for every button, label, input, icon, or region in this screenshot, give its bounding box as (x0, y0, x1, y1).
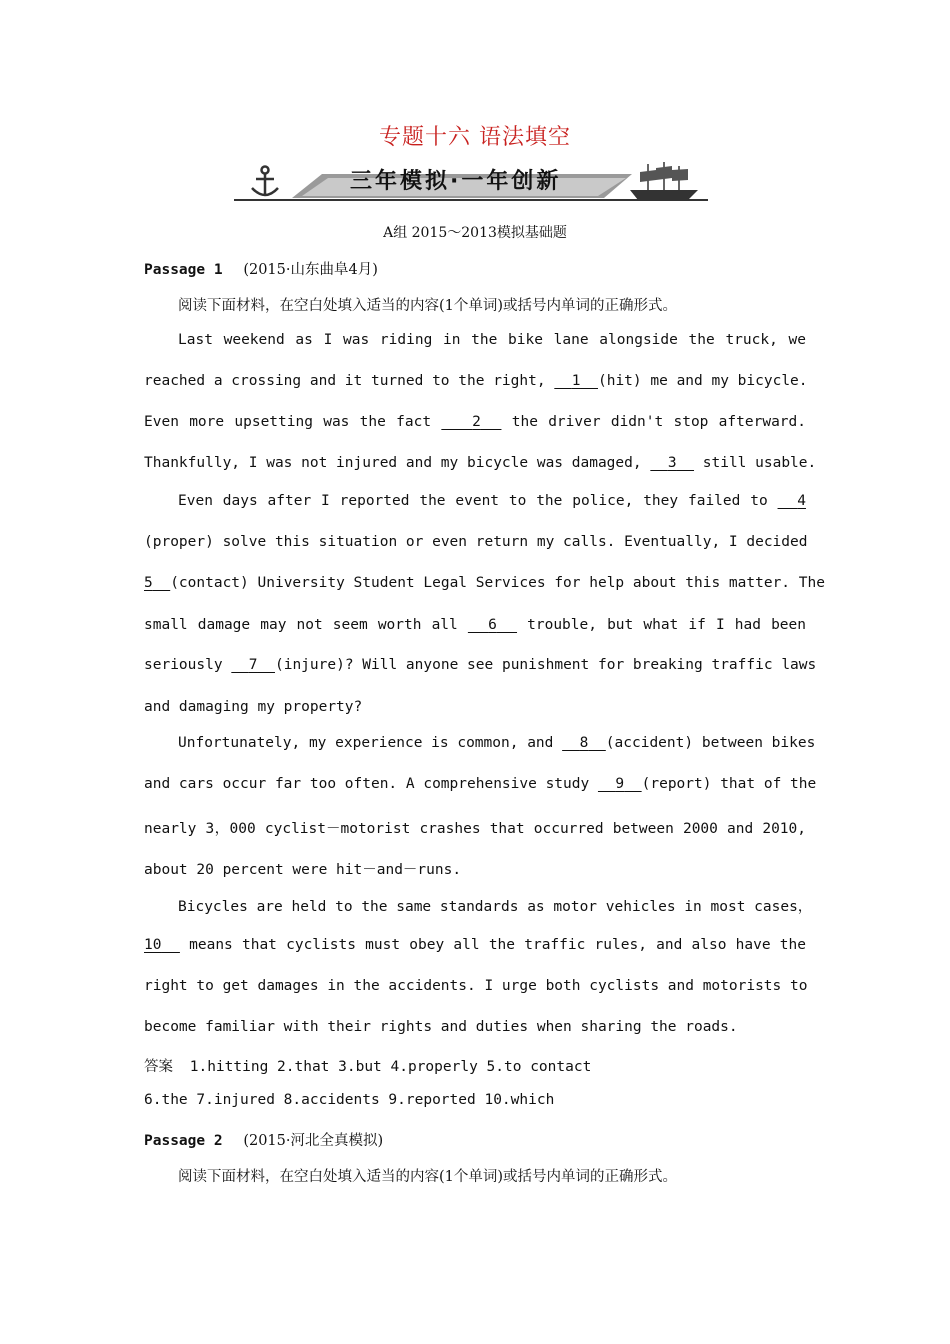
text-segment: means that cyclists must obey all the traffic rules, and also have the (189, 937, 806, 953)
p1-line-4 (144, 455, 817, 471)
p1-line-15: Bicycles are held to the same standards as motor vehicles in most cases， (178, 899, 813, 915)
text-segment: trouble, but what if I had been (527, 617, 806, 633)
text-segment: Even more upsetting was the fact (144, 414, 432, 430)
text-segment: small damage may not seem worth all (144, 617, 458, 633)
answer-line-2: 6.the 7.injured 8.accidents 9.reported 10.which (144, 1092, 555, 1108)
text-segment: solve this situation or even return my calls. Eventually, I decided (222, 534, 808, 550)
banner-label: 三年模拟·一年创新 (350, 169, 562, 194)
blank-2[interactable]: 2 (472, 414, 481, 430)
section-banner (232, 158, 710, 206)
text-segment: and cars occur far too often. A comprehensive study (144, 776, 590, 792)
p1-line-18: become familiar with their rights and duties when sharing the roads. (144, 1019, 738, 1035)
passage2-instruction: 阅读下面材料，在空白处填入适当的内容(1个单词)或括号内单词的正确形式。 (178, 1169, 678, 1185)
passage1-instruction: 阅读下面材料，在空白处填入适当的内容(1个单词)或括号内单词的正确形式。 (178, 298, 678, 314)
p1-line-14: about 20 percent were hit－and－runs. (144, 862, 462, 878)
blank-1[interactable]: 1 (hit) (571, 373, 642, 389)
page-title: 专题十六 语法填空 (379, 125, 571, 150)
blank-9[interactable]: 9 (report) (615, 776, 712, 792)
passage1-heading-line (144, 258, 806, 279)
passage2-source: (2015·河北全真模拟) (243, 1133, 384, 1149)
blank-3[interactable]: 3 (667, 455, 677, 471)
p1-line-2 (144, 373, 806, 389)
blank-8[interactable]: 8 (accident) (579, 735, 694, 751)
p1-line-6 (144, 534, 806, 550)
text-segment: Even days after I reported the event to the police, they failed to (178, 493, 768, 509)
blank-4[interactable]: 4 (797, 493, 806, 509)
p1-line-8 (144, 617, 806, 633)
p1-line-16 (144, 937, 806, 953)
blank-7[interactable]: 7 (injure) (248, 657, 345, 673)
p1-line-17: right to get damages in the accidents. I urge both cyclists and motorists to (144, 978, 808, 994)
text-segment: between bikes (701, 735, 816, 751)
text-segment: still usable. (702, 455, 817, 471)
passage2-heading-line (144, 1129, 806, 1150)
group-heading: A组 2015～2013模拟基础题 (383, 225, 567, 241)
p1-line-9 (144, 657, 817, 673)
text-segment: reached a crossing and it turned to the right, (144, 373, 546, 389)
text-segment: Unfortunately, my experience is common, and (178, 735, 554, 751)
text-segment: me and my bicycle. (650, 373, 808, 389)
anchor-icon (252, 167, 278, 197)
p1-line-5 (178, 493, 806, 509)
passage2-heading: Passage 2 (144, 1133, 223, 1149)
text-segment: ? Will anyone see punishment for breaking traffic laws (344, 657, 817, 673)
text-segment: seriously (144, 657, 223, 673)
text-segment: that of the (720, 776, 817, 792)
answers-part-1: 1.hitting 2.that 3.but 4.properly 5.to contact (189, 1059, 592, 1075)
blank-6[interactable]: 6 (488, 617, 497, 633)
blank-10[interactable]: 10 (144, 937, 162, 953)
hint-proper: (proper) (144, 534, 214, 550)
p1-line-13: nearly 3，000 cyclist－motorist crashes that occurred between 2000 and 2010, (144, 821, 806, 837)
answer-label: 答案 (144, 1059, 173, 1075)
text-segment: Thankfully, I was not injured and my bicycle was damaged, (144, 455, 642, 471)
p1-line-3 (144, 414, 806, 430)
blank-5[interactable]: 5 (contact) (144, 575, 249, 591)
p1-line-11 (178, 735, 816, 751)
p1-line-12 (144, 776, 817, 792)
p1-line-10: and damaging my property? (144, 699, 363, 715)
p1-line-1: Last weekend as I was riding in the bike lane alongside the truck, we (178, 332, 806, 348)
text-segment: University Student Legal Services for help about this matter. The (257, 575, 825, 591)
p1-line-7 (144, 575, 825, 591)
text-segment: the driver didn't stop afterward. (511, 414, 806, 430)
passage1-source: (2015·山东曲阜4月) (243, 262, 378, 278)
passage1-heading: Passage 1 (144, 262, 223, 278)
answer-line-1 (144, 1055, 806, 1076)
